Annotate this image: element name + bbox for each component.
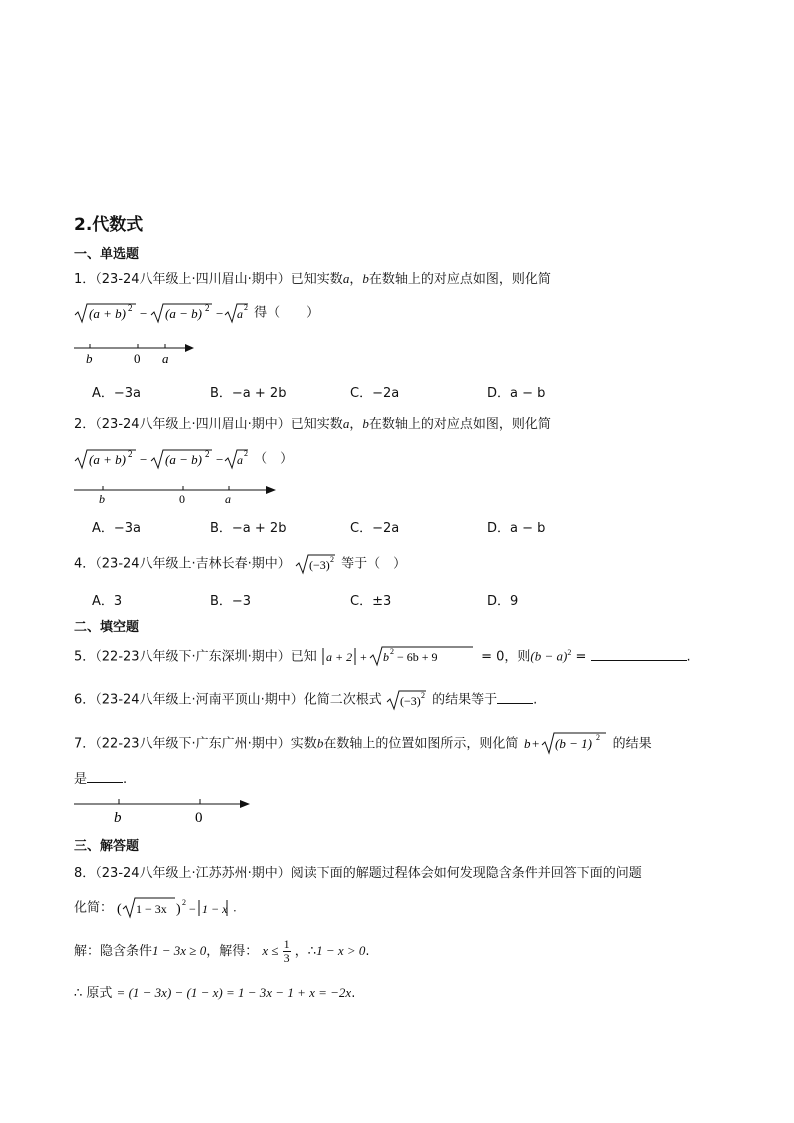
svg-text:a + 2: a + 2 — [325, 650, 353, 664]
question-5-eq: = 0 — [481, 649, 505, 665]
radical-expression — [74, 300, 250, 326]
simplify-expression — [117, 895, 229, 921]
fraction-denominator: 3 — [283, 951, 290, 965]
question-1-option-b[interactable]: B．−a + 2b — [210, 386, 287, 401]
var-b: b — [316, 735, 324, 751]
arrow-icon — [266, 486, 276, 494]
section-heading-fill-in: 二、填空题 — [74, 620, 140, 635]
question-2-text-end: 在数轴上的对应点如图，则化简 — [368, 417, 551, 432]
question-5-mid: ，则 — [504, 649, 531, 665]
axis-label-b: b — [86, 351, 93, 366]
question-2-option-d[interactable]: D．a − b — [487, 521, 546, 536]
question-1-tail: 得（ ） — [254, 305, 320, 321]
svg-text:(a − b): (a − b) — [165, 452, 202, 467]
axis-label-0: 0 — [179, 492, 185, 506]
question-7-stem — [74, 731, 652, 757]
solution-mid: ，解得： — [206, 944, 259, 959]
question-6-tail: 的结果等于 — [432, 692, 498, 708]
comma: ， — [349, 272, 363, 287]
question-8-simplify — [74, 895, 237, 921]
radical-expression — [74, 446, 250, 472]
question-1-text: 1．（23-24八年级上·四川眉山·期中）已知实数 — [74, 272, 343, 287]
number-line-2 — [70, 481, 282, 507]
svg-text:−: − — [140, 452, 148, 467]
fraction-numerator: 1 — [283, 937, 290, 951]
axis-label-b: b — [99, 492, 105, 506]
b-plus-radical — [522, 731, 608, 757]
svg-text:(−3): (−3) — [308, 558, 330, 572]
period: . — [351, 986, 356, 1001]
question-5-target: (b − a) — [530, 648, 568, 664]
question-7-line2-text: 是 — [74, 772, 88, 787]
answer-blank[interactable] — [497, 691, 533, 704]
period: . — [233, 899, 237, 915]
svg-text:(a + b): (a + b) — [89, 452, 126, 467]
svg-text:−: − — [189, 902, 196, 916]
svg-text:− 6b + 9: − 6b + 9 — [396, 650, 438, 664]
arrow-icon — [240, 800, 250, 808]
question-2-text: 2．（23-24八年级上·四川眉山·期中）已知实数 — [74, 417, 343, 432]
page-title: 2.代数式 — [74, 215, 144, 235]
svg-text:2: 2 — [596, 733, 601, 742]
svg-text:2: 2 — [128, 303, 133, 313]
question-4-option-b[interactable]: B．−3 — [210, 594, 252, 609]
axis-label-0: 0 — [134, 351, 141, 366]
question-5-stem — [74, 645, 691, 669]
svg-text:2: 2 — [420, 691, 425, 700]
section-heading-solution: 三、解答题 — [74, 839, 140, 854]
svg-text:2: 2 — [128, 449, 133, 459]
section-heading-single-choice: 一、单选题 — [74, 247, 140, 262]
condition: 1 − 3x ≥ 0 — [152, 943, 207, 958]
result: 1 − x > 0 — [316, 943, 366, 958]
line2-label: ∴ 原式 — [74, 986, 113, 1001]
svg-text:(−3): (−3) — [399, 694, 421, 708]
svg-text:+: + — [532, 736, 540, 751]
number-line-3 — [70, 795, 256, 827]
question-1-stem — [74, 268, 551, 287]
question-7-mid: 在数轴上的位置如图所示，则化简 — [323, 736, 519, 752]
question-4-option-a[interactable]: A．3 — [92, 594, 123, 609]
question-4-stem — [74, 552, 406, 576]
var-b: b — [362, 271, 369, 286]
arrow-icon — [185, 344, 194, 352]
svg-text:1 − x: 1 − x — [202, 902, 228, 916]
svg-text:2: 2 — [244, 303, 248, 312]
radical-neg3-squared — [295, 552, 337, 576]
question-7-text: 7．（22-23八年级下·广东广州·期中）实数 — [74, 736, 317, 752]
svg-text:a: a — [237, 307, 243, 321]
period: . — [123, 772, 128, 787]
svg-text:b: b — [524, 736, 531, 751]
fraction — [283, 938, 291, 965]
var-a: a — [342, 271, 350, 286]
number-line-1 — [70, 338, 200, 368]
question-8-solution-line2 — [74, 982, 355, 1001]
svg-text:−: − — [216, 452, 224, 467]
svg-text:−: − — [216, 306, 224, 321]
question-5-end: = — [575, 649, 591, 665]
axis-label-b: b — [114, 810, 122, 826]
comma: ， — [349, 417, 363, 432]
svg-text:(a − b): (a − b) — [165, 306, 202, 321]
svg-text:−: − — [140, 306, 148, 321]
question-2-option-a[interactable]: A．−3a — [92, 521, 142, 536]
question-1-option-d[interactable]: D．a − b — [487, 386, 546, 401]
question-4-option-d[interactable]: D．9 — [487, 594, 519, 609]
question-2-stem — [74, 413, 551, 432]
svg-text:+: + — [359, 650, 367, 664]
solution-label: 解：隐含条件 — [74, 944, 153, 959]
period: . — [365, 944, 370, 959]
question-4-text: 4．（23-24八年级上·吉林长春·期中） — [74, 556, 291, 572]
question-7-line2 — [74, 768, 127, 787]
simplify-label: 化简： — [74, 900, 114, 916]
svg-text:2: 2 — [244, 449, 248, 458]
question-8-stem: 8．（23-24八年级上·江苏苏州·期中）阅读下面的解题过程体会如何发现隐含条件并回答下面的问题 — [74, 866, 642, 881]
svg-text:2: 2 — [329, 555, 334, 564]
svg-text:a: a — [237, 453, 243, 467]
question-6-text: 6．（23-24八年级上·河南平顶山·期中）化简二次根式 — [74, 692, 382, 708]
var-a: a — [342, 416, 350, 431]
question-8-solution-line1 — [74, 938, 370, 965]
question-4-option-c[interactable]: C．±3 — [350, 594, 392, 609]
x-inequality: x ≤ — [262, 943, 279, 958]
radical-neg3-squared — [386, 688, 428, 712]
svg-text:): ) — [176, 902, 181, 917]
absolute-plus-radical — [321, 645, 477, 669]
question-6-stem — [74, 688, 537, 712]
question-2-expression — [74, 446, 293, 472]
period: . — [533, 692, 538, 708]
question-2-option-b[interactable]: B．−a + 2b — [210, 521, 287, 536]
question-2-tail: （ ） — [254, 451, 294, 467]
svg-text:1 − 3x: 1 − 3x — [136, 902, 167, 916]
svg-text:2: 2 — [182, 898, 187, 907]
svg-text:(b − 1): (b − 1) — [555, 736, 593, 751]
question-7-tail: 的结果 — [612, 736, 652, 752]
question-4-tail: 等于（ ） — [341, 556, 407, 572]
question-5-text: 5．（22-23八年级下·广东深圳·期中）已知 — [74, 649, 317, 665]
svg-text:2: 2 — [389, 647, 394, 656]
answer-blank[interactable] — [591, 648, 687, 661]
svg-text:(: ( — [117, 902, 122, 917]
svg-text:b: b — [382, 650, 389, 664]
svg-text:(a + b): (a + b) — [89, 306, 126, 321]
var-b: b — [362, 416, 369, 431]
question-1-option-a[interactable]: A．−3a — [92, 386, 142, 401]
question-1-text-end: 在数轴上的对应点如图，则化简 — [368, 272, 551, 287]
svg-text:2: 2 — [205, 449, 210, 459]
axis-label-a: a — [225, 492, 231, 506]
line2-expression: = (1 − 3x) − (1 − x) = 1 − 3x − 1 + x = −2x — [116, 985, 352, 1000]
svg-text:2: 2 — [205, 303, 210, 313]
axis-label-0: 0 — [195, 810, 203, 826]
therefore: ，∴ — [294, 944, 317, 959]
question-2-option-c[interactable]: C．−2a — [350, 521, 400, 536]
exponent: 2 — [567, 648, 572, 658]
axis-label-a: a — [162, 351, 169, 366]
question-1-expression — [74, 300, 319, 326]
answer-blank[interactable] — [87, 770, 123, 783]
question-1-option-c[interactable]: C．−2a — [350, 386, 400, 401]
period: . — [686, 649, 691, 665]
